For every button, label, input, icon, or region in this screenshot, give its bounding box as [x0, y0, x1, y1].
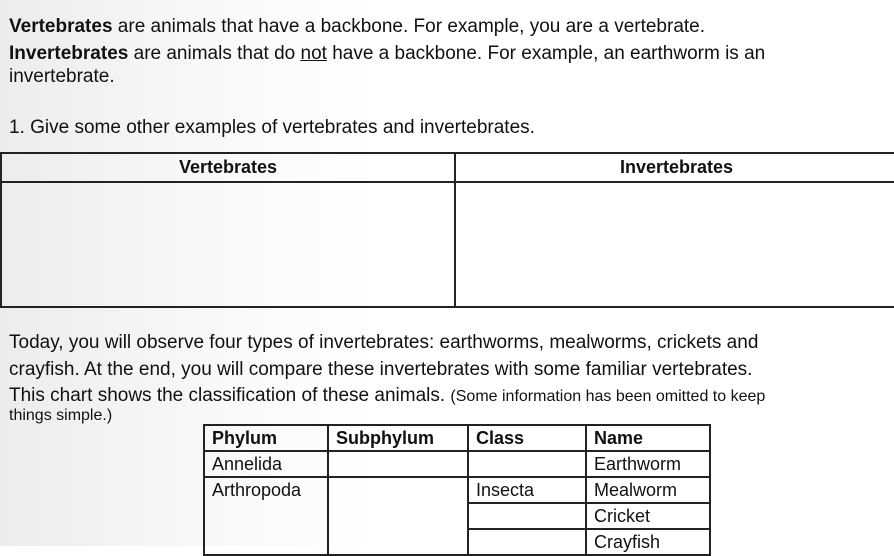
table-row	[204, 503, 710, 529]
term-invertebrates: Invertebrates	[9, 43, 129, 64]
header-name: Name	[586, 425, 710, 451]
cell-name: Crayfish	[586, 529, 710, 555]
invertebrates-definition	[9, 40, 765, 67]
invertebrates-definition-text-a: are animals that do	[128, 43, 301, 64]
header-invertebrates: Invertebrates	[455, 153, 894, 182]
today-paragraph-line1: Today, you will observe four types of invertebrates: earthworms, mealworms, crickets and	[9, 332, 759, 353]
question-1: 1. Give some other examples of vertebrates and invertebrates.	[9, 117, 535, 138]
today-paragraph-line3	[9, 382, 765, 410]
omitted-note: (Some information has been omitted to keep	[450, 388, 766, 405]
cell-phylum: Annelida	[204, 451, 328, 477]
header-class: Class	[468, 425, 586, 451]
classification-header-row	[204, 425, 710, 451]
cell-class: Insecta	[468, 477, 586, 503]
cell-class	[468, 451, 586, 477]
invertebrates-definition-text-b: have a backbone. For example, an earthworm is an	[326, 43, 766, 64]
table-row	[204, 451, 710, 477]
cell-subphylum	[328, 503, 468, 529]
cell-name: Earthworm	[586, 451, 710, 477]
vertebrates-answer-cell[interactable]	[1, 182, 455, 307]
underlined-not: not	[300, 43, 327, 64]
cell-phylum: Arthropoda	[204, 477, 328, 503]
header-vertebrates: Vertebrates	[1, 153, 455, 182]
cell-subphylum	[328, 477, 468, 503]
omitted-note-end: things simple.)	[9, 407, 113, 424]
table-row	[204, 477, 710, 503]
classification-table	[203, 424, 711, 556]
cell-subphylum	[328, 451, 468, 477]
term-vertebrates: Vertebrates	[9, 16, 113, 37]
header-phylum: Phylum	[204, 425, 328, 451]
vertebrates-definition-text: are animals that have a backbone. For example, you are a vertebrate.	[112, 16, 706, 37]
cell-name: Cricket	[586, 503, 710, 529]
chart-sentence: This chart shows the classification of these animals.	[9, 385, 451, 406]
header-subphylum: Subphylum	[328, 425, 468, 451]
today-paragraph-line2: crayfish. At the end, you will compare these invertebrates with some familiar vertebrates.	[9, 359, 753, 380]
table-row	[204, 529, 710, 555]
table-answer-row	[1, 182, 894, 307]
vertebrates-definition	[9, 13, 705, 40]
invertebrates-answer-cell[interactable]	[455, 182, 894, 307]
cell-phylum	[204, 529, 328, 555]
cell-class	[468, 503, 586, 529]
cell-class	[468, 529, 586, 555]
table-header-row	[1, 153, 894, 182]
cell-name: Mealworm	[586, 477, 710, 503]
vertebrates-invertebrates-table	[0, 152, 894, 308]
cell-subphylum	[328, 529, 468, 555]
invertebrates-definition-end: invertebrate.	[9, 66, 115, 87]
cell-phylum	[204, 503, 328, 529]
